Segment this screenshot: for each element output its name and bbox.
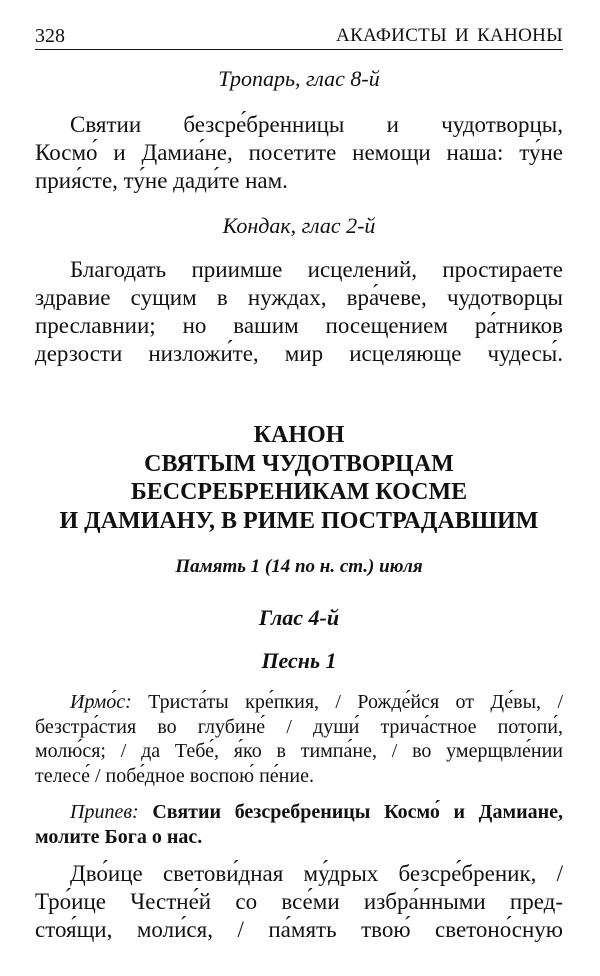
refrain-label: Припев: <box>70 801 139 823</box>
irmos-text <box>35 690 563 788</box>
running-title: АКАФИСТЫ И КАНОНЫ <box>336 25 563 46</box>
text-line: телесе́ / побе́дное воспою́ пе́ние. <box>35 764 314 787</box>
troparion-text <box>35 111 563 195</box>
text-line: молите Бога о нас. <box>35 825 203 848</box>
ode-troparion-text <box>35 860 563 944</box>
text-line: Припев: Святии безсребреницы Космо́ и Дамиане, <box>70 801 563 823</box>
text-line: молю́ся; / да Тебе́, я́ко в тимпа́не, / во умерщвле́нии <box>35 740 563 762</box>
text-line: дерзости низложи́те, мир исцеляюще чудесы́. <box>35 341 563 366</box>
kontakion-text <box>35 256 563 368</box>
canon-title-line: СВЯТЫМ ЧУДОТВОРЦАМ <box>144 450 454 477</box>
canon-title-line: И ДАМИАНУ, В РИМЕ ПОСТРАДАВШИМ <box>59 507 539 534</box>
kontakion-heading: Кондак, глас 2-й <box>222 213 376 238</box>
running-header <box>35 24 563 50</box>
canon-title <box>35 421 563 535</box>
text-line: Тро́ице Честне́й со все́ми избра́нными пред- <box>35 889 563 914</box>
text-line: Ирмо́с: Триста́ты кре́пкия, / Рожде́йся от Де́вы, / <box>70 691 564 713</box>
text-line: Святии безсре́бренницы и чудотворцы, <box>70 112 563 137</box>
irmos-label: Ирмо́с: <box>70 691 132 713</box>
text-line: стоя́щи, моли́ся, / па́мять твою́ светоно́сную <box>35 917 563 942</box>
page-number: 328 <box>35 25 65 47</box>
troparion-heading: Тропарь, глас 8-й <box>218 66 380 91</box>
canon-title-line: КАНОН <box>253 422 345 448</box>
ode-heading: Песнь 1 <box>261 648 337 673</box>
text-line: здравие сущим в нуждах, вра́чеве, чудотворцы <box>35 285 563 310</box>
refrain-text <box>35 800 563 849</box>
commemoration-date: Память 1 (14 по н. ст.) июля <box>175 556 423 577</box>
tone-heading: Глас 4-й <box>258 605 340 630</box>
text-line: преславнии; но вашим посещением ра́тников <box>35 313 563 338</box>
canon-title-line: БЕССРЕБРЕНИКАМ КОСМЕ <box>130 479 468 505</box>
text-line: безстра́стия во глубине́ / души́ трича́стное потопи́, <box>35 715 563 738</box>
text-line: Космо́ и Дамиа́не, посетите немощи наша: ту́не <box>35 140 563 165</box>
text-line: Благодать приимше исцелений, простираете <box>70 257 563 282</box>
text-line: Дво́ице светови́дная му́дрых безсре́бреник, / <box>70 861 563 886</box>
book-page <box>35 0 563 976</box>
text-line: прия́сте, ту́не дади́те нам. <box>35 168 288 193</box>
